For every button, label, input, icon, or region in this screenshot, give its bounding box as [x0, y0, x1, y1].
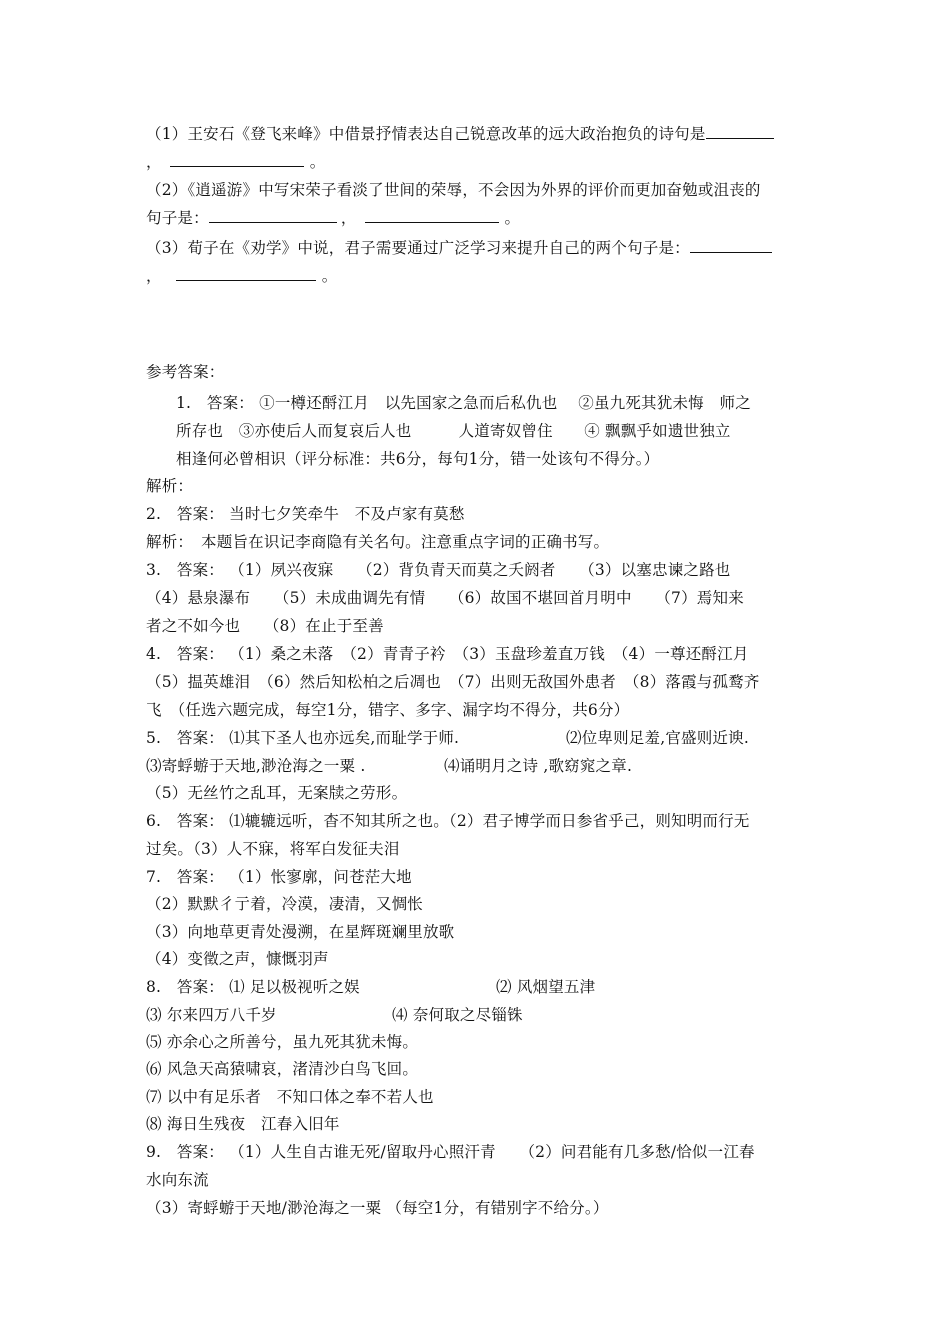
answer-5-line-2a: ⑶寄蜉蝣于天地,渺沧海之一粟 .	[146, 757, 366, 775]
period: 。	[504, 209, 521, 227]
answer-8-line-2a: ⑶ 尔来四万八千岁	[146, 1006, 277, 1024]
answer-5-line-1b: ⑵位卑则足羞,官盛则近谀.	[566, 729, 749, 747]
question-3-line-1	[146, 238, 772, 258]
answer-6-line-2: 过矣。（3）人不寐，将军白发征夫泪	[146, 840, 400, 858]
question-1-text: （1）王安石《登飞来峰》中借景抒情表达自己锐意改革的远大政治抱负的诗句是	[146, 125, 706, 143]
period: 。	[309, 153, 326, 171]
comma: ，	[146, 153, 162, 171]
question-3-text: （3）荀子在《劝学》中说，君子需要通过广泛学习来提升自己的两个句子是：	[146, 239, 690, 257]
answer-1-line-2: 所存也 ③亦使后人而复哀后人也 人道寄奴曾住 ④ 飘飘乎如遗世独立	[176, 422, 731, 440]
answer-4-line-3: 飞 （任选六题完成，每空1分，错字、多字、漏字均不得分，共6分）	[146, 701, 630, 719]
answer-blank[interactable]	[170, 152, 304, 167]
answer-8-line-1b: ⑵ 风烟望五津	[496, 978, 596, 996]
answer-blank[interactable]	[176, 266, 316, 281]
question-2-text: （2）《逍遥游》中写宋荣子看淡了世间的荣辱，不会因为外界的评价而更加奋勉或沮丧的	[146, 181, 761, 199]
answer-3-line-2: （4）悬泉瀑布 （5）未成曲调先有情 （6）故国不堪回首月明中 （7）焉知来	[146, 589, 744, 607]
answer-8-line-3: ⑸ 亦余心之所善兮，虽九死其犹未悔。	[146, 1033, 419, 1051]
answer-9-line-1: 9. 答案： （1）人生自古谁无死/留取丹心照汗青 （2）问君能有几多愁/恰似一江春	[146, 1143, 755, 1161]
answer-3-line-3: 者之不如今也 （8）在止于至善	[146, 617, 384, 635]
answer-5-line-3: （5）无丝竹之乱耳，无案牍之劳形。	[146, 784, 408, 802]
answer-5-line-2b: ⑷诵明月之诗 ,歌窈窕之章.	[444, 757, 633, 775]
answer-8-line-2b: ⑷ 奈何取之尽锱铢	[392, 1006, 523, 1024]
comma: ，	[340, 209, 357, 227]
answer-2-line-1: 2. 答案： 当时七夕笑牵牛 不及卢家有莫愁	[146, 505, 465, 523]
answer-blank[interactable]	[706, 124, 774, 139]
answer-7-line-1: 7. 答案： （1）怅寥廓，问苍茫大地	[146, 868, 412, 886]
answer-4-line-1: 4. 答案： （1）桑之未落 （2）青青子衿 （3）玉盘珍羞直万钱 （4）一尊还酹江月	[146, 645, 749, 663]
question-1-line-1	[146, 124, 774, 144]
answer-8-line-6: ⑻ 海日生残夜 江春入旧年	[146, 1115, 340, 1133]
answer-8-line-1a: 8. 答案： ⑴ 足以极视听之娱	[146, 978, 360, 996]
answer-1-line-1: 1. 答案： ①一樽还酹江月 以先国家之急而后私仇也 ②虽九死其犹未悔 师之	[176, 394, 751, 412]
answer-7-line-4: （4）变徵之声，慷慨羽声	[146, 950, 329, 968]
answer-2-analysis: 解析： 本题旨在识记李商隐有关名句。注意重点字词的正确书写。	[146, 533, 610, 551]
answer-blank[interactable]	[209, 208, 337, 223]
answer-8-line-5: ⑺ 以中有足乐者 不知口体之奉不若人也	[146, 1088, 434, 1106]
period: 。	[321, 267, 338, 285]
answer-blank[interactable]	[365, 208, 499, 223]
answer-3-line-1: 3. 答案： （1）夙兴夜寐 （2）背负青天而莫之夭阏者 （3）以塞忠谏之路也	[146, 561, 731, 579]
answers-heading: 参考答案：	[146, 363, 225, 381]
answer-5-line-1a: 5. 答案： ⑴其下圣人也亦远矣,而耻学于师.	[146, 729, 460, 747]
answer-8-line-4: ⑹ 风急天高猿啸哀，渚清沙白鸟飞回。	[146, 1060, 419, 1078]
answer-blank[interactable]	[690, 238, 772, 253]
comma: ，	[146, 267, 162, 285]
question-2-line-1	[146, 180, 761, 200]
question-2-line-2	[146, 208, 520, 228]
answer-4-line-2: （5）揾英雄泪 （6）然后知松柏之后凋也 （7）出则无敌国外患者 （8）落霞与孤鹜齐	[146, 673, 760, 691]
question-3-line-2	[146, 266, 337, 286]
answer-1-analysis: 解析：	[146, 477, 194, 495]
answer-7-line-2: （2）默默彳亍着，冷漠，凄清，又惆怅	[146, 895, 423, 913]
answer-7-line-3: （3）向地草更青处漫溯，在星辉斑斓里放歌	[146, 923, 455, 941]
answer-6-line-1: 6. 答案： ⑴辘辘远听，杳不知其所之也。（2）君子博学而日参省乎己，则知明而行无	[146, 812, 750, 830]
question-1-line-2	[146, 152, 325, 172]
question-2-lead: 句子是：	[146, 209, 209, 227]
answer-1-line-3: 相逢何必曾相识（评分标准：共6分，每句1分，错一处该句不得分。）	[176, 450, 660, 468]
answer-9-line-3: （3）寄蜉蝣于天地/渺沧海之一粟 （每空1分，有错别字不给分。）	[146, 1199, 609, 1217]
answer-9-line-2: 水向东流	[146, 1171, 209, 1189]
